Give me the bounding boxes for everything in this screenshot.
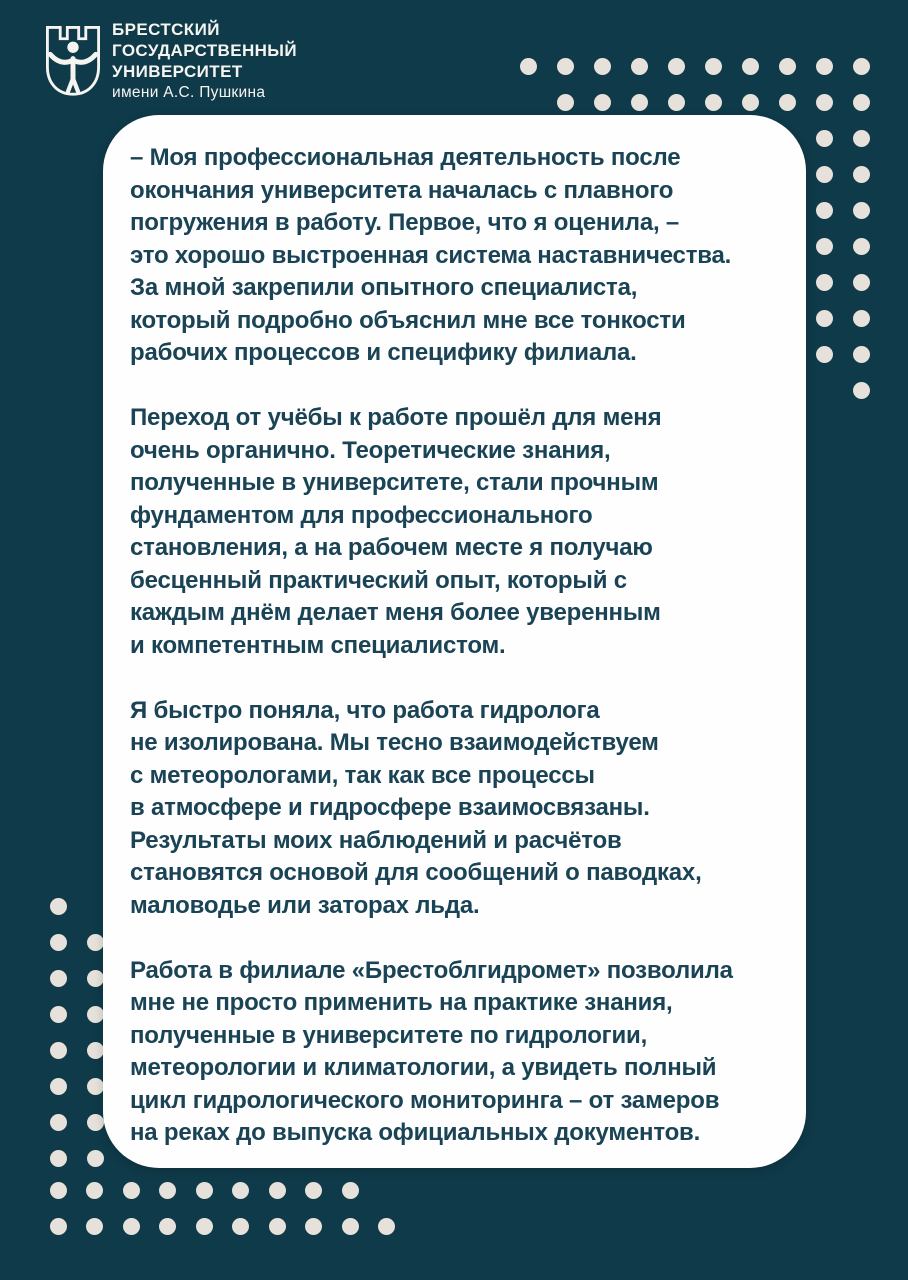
text-line: на реках до выпуска официальных документов. [130, 1119, 701, 1146]
decor-dot [50, 1006, 67, 1023]
text-line: – Моя профессиональная деятельность после [130, 144, 681, 171]
decor-dot [50, 934, 67, 951]
text-line: полученные в университете по гидрологии, [130, 1021, 648, 1049]
text-line: бесценный практический опыт, который с [130, 566, 627, 594]
paragraph-1 [130, 142, 788, 370]
decor-dot [853, 310, 870, 327]
text-line: рабочих процессов и специфику филиала. [130, 339, 637, 366]
emblem-figure-wings [74, 54, 95, 62]
text-line: За мной закрепили опытного специалиста, [130, 274, 638, 301]
decor-dot [853, 238, 870, 255]
decor-dot [816, 274, 833, 291]
decor-dot [87, 934, 104, 951]
text-line: окончания университета началась с плавного [130, 176, 674, 204]
text-line: мне не просто применить на практике знания, [130, 989, 673, 1016]
text-line: Я быстро поняла, что работа гидролога [130, 696, 600, 724]
text-line: погружения в работу. Первое, что я оценила, – [130, 209, 680, 236]
decor-dot [50, 1078, 67, 1095]
text-line: становятся основой для сообщений о паводках, [130, 859, 702, 886]
university-emblem-icon [46, 25, 100, 98]
text-line: фундаментом для профессионального [130, 501, 593, 529]
text-line: который подробно объяснил мне все тонкости [130, 306, 686, 334]
text-line: Результаты моих наблюдений и расчётов [130, 826, 622, 854]
paragraph-4 [130, 955, 788, 1150]
decor-dot [853, 346, 870, 363]
decor-dot [816, 202, 833, 219]
decor-dot [123, 1182, 140, 1199]
decor-dot [87, 1078, 104, 1095]
header [0, 0, 908, 115]
decor-dot [342, 1218, 359, 1235]
text-line: в атмосфере и гидросфере взаимосвязаны. [130, 794, 650, 821]
text-line: Работа в филиале «Брестоблгидромет» позволила [130, 956, 733, 984]
decor-dot [816, 130, 833, 147]
emblem-figure-head [67, 42, 78, 53]
decor-dot [50, 1182, 67, 1199]
university-name-line: ГОСУДАРСТВЕННЫЙ [112, 41, 297, 60]
text-line: не изолирована. Мы тесно взаимодействуем [130, 729, 659, 756]
text-line: очень органично. Теоретические знания, [130, 436, 611, 464]
text-line: это хорошо выстроенная система наставничества. [130, 241, 732, 269]
decor-dot [50, 898, 67, 915]
text-line: метеорологии и климатологии, а увидеть полный [130, 1054, 717, 1081]
decor-dot [87, 970, 104, 987]
decor-dot [816, 310, 833, 327]
decor-dot [853, 202, 870, 219]
decor-dot [50, 1042, 67, 1059]
decor-dot [50, 1114, 67, 1131]
emblem-figure-legs [68, 79, 78, 92]
decor-dot [87, 1114, 104, 1131]
decor-dot [342, 1182, 359, 1199]
decor-dot [853, 166, 870, 183]
decor-dot [816, 166, 833, 183]
university-name [112, 19, 297, 103]
decor-dot [159, 1182, 176, 1199]
decor-dot [159, 1218, 176, 1235]
text-line: маловодье или заторах льда. [130, 891, 480, 919]
decor-dot [196, 1182, 213, 1199]
decor-dot [87, 1150, 104, 1167]
decor-dot [232, 1218, 249, 1235]
text-line: Переход от учёбы к работе прошёл для меня [130, 404, 662, 431]
text-line: и компетентным специалистом. [130, 631, 506, 659]
decor-dot [86, 1218, 103, 1235]
paragraph-3 [130, 695, 788, 923]
text-line: цикл гидрологического мониторинга – от замеров [130, 1086, 720, 1114]
decor-dot [853, 382, 870, 399]
paragraph-2 [130, 402, 788, 662]
emblem-figure-wings [50, 54, 71, 62]
decor-dot [232, 1182, 249, 1199]
decor-dot [87, 1042, 104, 1059]
decor-dot [853, 130, 870, 147]
university-name-line: БРЕСТСКИЙ [112, 20, 220, 39]
university-name-subline: имени А.С. Пушкина [112, 84, 266, 101]
interview-card [103, 115, 806, 1168]
decor-dot [86, 1182, 103, 1199]
decor-dot [50, 1218, 67, 1235]
decor-dot [269, 1218, 286, 1235]
decor-dot [305, 1218, 322, 1235]
decor-dot [305, 1182, 322, 1199]
interview-text [130, 142, 788, 1150]
decor-dot [816, 346, 833, 363]
decor-dot [378, 1218, 395, 1235]
text-line: полученные в университете, стали прочным [130, 469, 659, 496]
text-line: становления, а на рабочем месте я получаю [130, 534, 653, 561]
text-line: каждым днём делает меня более уверенным [130, 599, 661, 626]
decor-dot [196, 1218, 213, 1235]
decor-dot [50, 970, 67, 987]
text-line: с метеорологами, так как все процессы [130, 761, 595, 789]
decor-dot [853, 274, 870, 291]
university-name-line: УНИВЕРСИТЕТ [112, 62, 243, 81]
decor-dot [269, 1182, 286, 1199]
decor-dot [50, 1150, 67, 1167]
decor-dot [87, 1006, 104, 1023]
decor-dot [816, 238, 833, 255]
decor-dot [123, 1218, 140, 1235]
